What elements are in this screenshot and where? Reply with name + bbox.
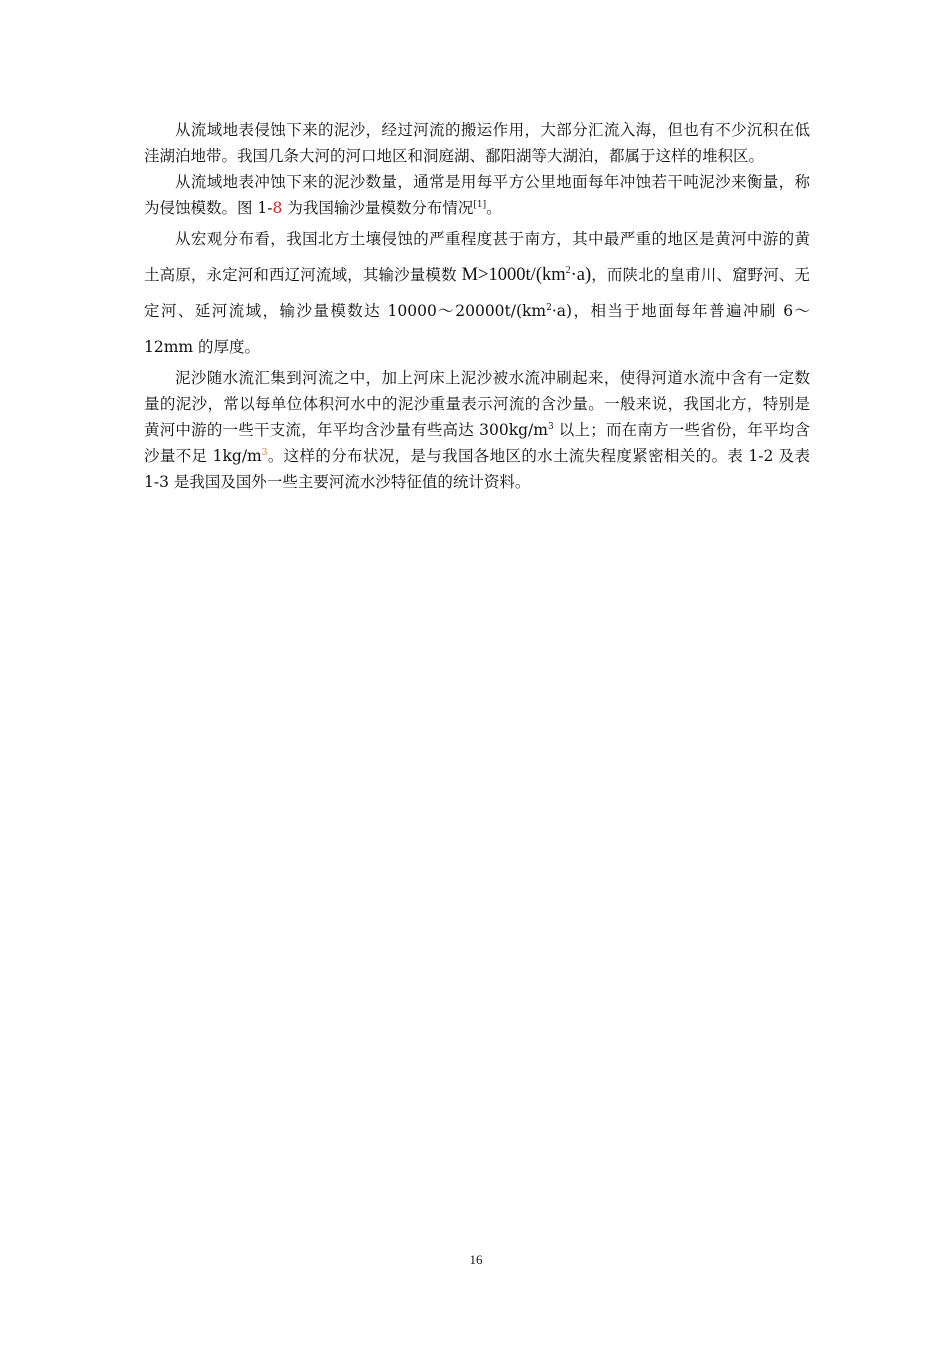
page-number: 16 [469,1252,483,1267]
citation-link[interactable]: [1] [473,199,487,210]
unit-exponent: 2 [546,302,552,313]
paragraph-text: 泥沙随水流汇集到河流之中，加上河床上泥沙被水流冲刷起来，使得河道水流中含有一定数量的泥沙，常以每单位体积河水中的泥沙重量表示河流的含沙量。一般来说，我国北方，特别是黄河中游的一些干支流，年平均含沙量有些高达 300kg/m [144,369,810,439]
paragraph-text: 。这样的分布状况，是与我国各地区的水土流失程度紧密相关的。表 1-2 及表 1-3 是我国及国外一些主要河流水沙特征值的统计资料。 [144,447,810,491]
figure-reference-link[interactable]: 8 [272,199,283,217]
paragraph-text: 从宏观分布看，我国北方土壤侵蚀的严重程度甚于南方，其中最严重的地区是黄河中游的黄土高原，永定河和西辽河流域，其输沙量模数 [144,230,810,284]
paragraph-text: 从流域地表冲蚀下来的泥沙数量，通常是用每平方公里地面每年冲蚀若干吨泥沙来衡量，称为侵蚀模数。图 1- [144,173,810,217]
paragraph-text: ，而陕北的皇甫川、窟野河、无定河、延河流域，输沙量模数达 10000～20000t/(km [144,266,810,320]
paragraph-text: 为我国输沙量模数分布情况 [282,199,474,217]
paragraph-sediment-deposition [144,117,810,169]
unit-exponent: 3 [547,421,554,432]
paragraph-text: ·a)，相当于地面每年普遍冲刷 6～12mm 的厚度。 [144,302,810,356]
formula-exponent: 2 [565,264,571,276]
formula-text: ·a) [570,265,592,285]
unit-exponent: 3 [261,447,268,458]
paragraph-macro-distribution [144,221,810,365]
paragraph-text: 从流域地表侵蚀下来的泥沙，经过河流的搬运作用，大部分汇流入海，但也有不少沉积在低洼湖泊地带。我国几条大河的河口地区和洞庭湖、鄱阳湖等大湖泊，都属于这样的堆积区。 [144,121,810,165]
paragraph-text: 以上；而在南方一些省份，年平均含沙量不足 1kg/m [144,421,811,465]
paragraph-erosion-modulus [144,169,810,221]
body-text [144,117,810,495]
formula-text: M>1000t/(km [461,265,566,285]
paragraph-text: 。 [486,199,502,217]
sediment-modulus-formula [462,265,592,285]
paragraph-sediment-concentration [144,365,810,495]
